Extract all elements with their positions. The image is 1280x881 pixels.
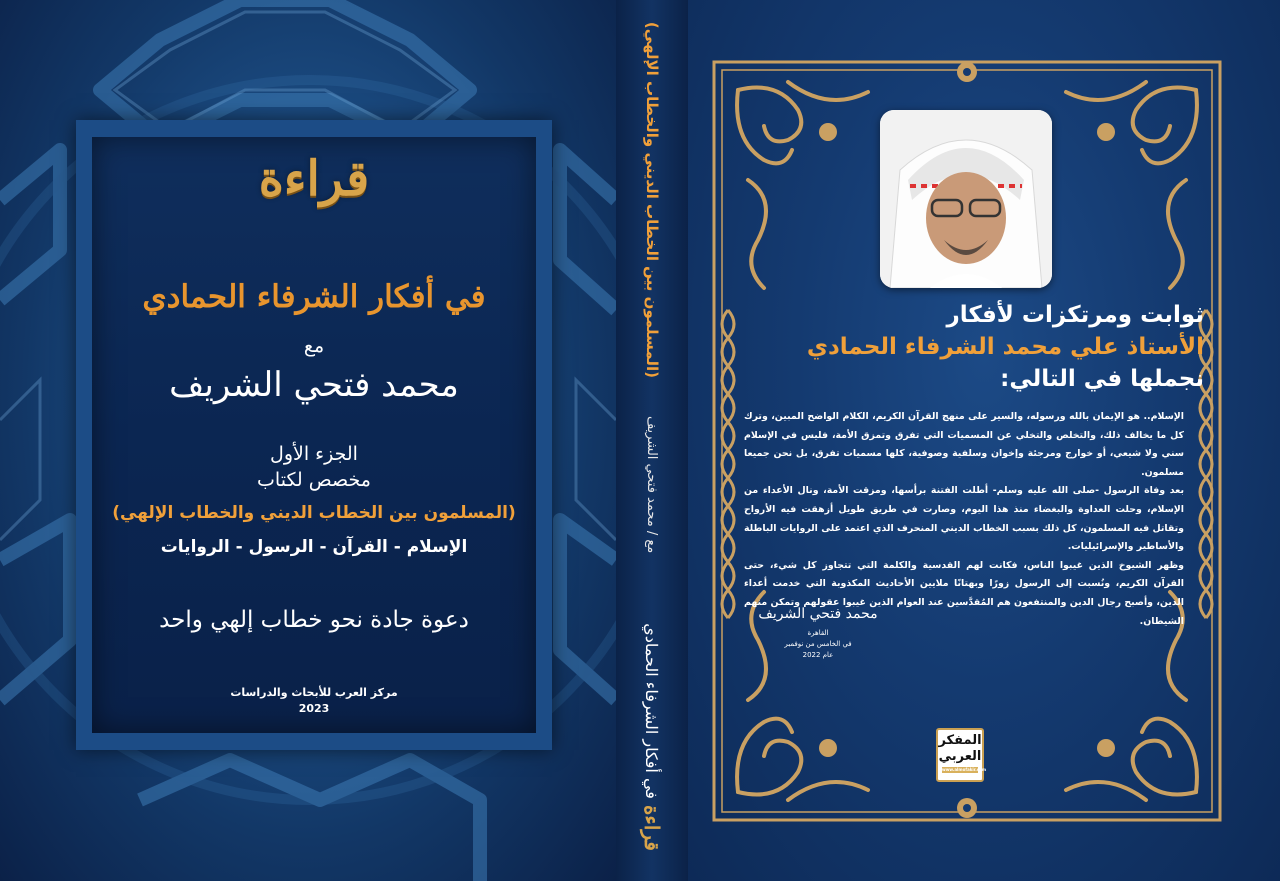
- back-paragraph-2: بعد وفاة الرسول -صلى الله عليه وسلم- أطلت الفتنة برأسها، ومزقت الأمة، ونال الأعداء من الإسلام، وحلت العداوة والبغضاء منذ هذا اليوم، وصارت في طريق طويل أزهقت فيه الأرواح وتقاتل فيه المسلمون، كل ذلك بسبب الخطاب الديني المنحرف الذي اعتمد على الروايات الباطلة والأساطير والإسرائيليات.: [744, 485, 1184, 553]
- back-heading-2: الأستاذ علي محمد الشرفاء الحمادي: [806, 334, 1204, 360]
- part-line-1: الجزء الأول: [270, 443, 358, 465]
- sign-city: القاهرة: [807, 629, 829, 637]
- back-heading: [728, 298, 1204, 396]
- book-title: (المسلمون بين الخطاب الديني والخطاب الإلهي): [112, 503, 516, 523]
- sign-year: عام 2022: [802, 651, 834, 659]
- publisher-block: [92, 685, 536, 717]
- signature-meta: [728, 628, 908, 661]
- back-heading-1: ثوابت ومرتكزات لأفكار: [946, 302, 1204, 328]
- spine-text: [616, 0, 688, 881]
- portrait-image: [880, 110, 1052, 288]
- spine: [616, 0, 688, 881]
- qiraa-logo-word: قراءة: [258, 151, 370, 207]
- back-body-text: [744, 408, 1184, 631]
- signature: محمد فتحي الشريف: [758, 606, 878, 622]
- logo-line-1: المفكر: [938, 733, 982, 748]
- back-paragraph-3: وظهر الشيوخ الذين غيبوا الناس، فكانت لهم القدسية والكلمة التي تتجاوز كل شيء، حتى القرآن الكريم، ونُسبت إلى الرسول زورًا وبهتانًا ملايين الأحاديث المكذوبة التي خدمت أعداء الدين، وأصبح رجال الدين والمنتفعون هم المُقدَّسين عند العوام الذين غيبوا عقولهم وتمكن منهم الشيطان.: [744, 559, 1184, 627]
- spine-title: في أفكار الشرفاء الحمادي: [642, 623, 662, 799]
- call-line: دعوة جادة نحو خطاب إلهي واحد: [159, 607, 469, 633]
- front-cover: [0, 0, 616, 881]
- publisher-name: مركز العرب للأبحاث والدراسات: [230, 686, 398, 699]
- spine-subtitle: (المسلمون بين الخطاب الديني والخطاب الإلهي): [643, 21, 661, 378]
- spine-logo-word: قراءة: [640, 804, 664, 851]
- part-line-2: مخصص لكتاب: [257, 469, 371, 491]
- logo-line-2: العربي: [938, 749, 982, 764]
- part-info: [92, 441, 536, 493]
- front-author: محمد فتحي الشريف: [169, 365, 459, 405]
- sign-date: في الخامس من نوفمبر: [784, 640, 852, 648]
- front-title: في أفكار الشرفاء الحمادي: [142, 279, 486, 315]
- publish-year: 2023: [298, 702, 330, 715]
- portrait-illustration: [880, 110, 1052, 288]
- front-panel: [92, 137, 536, 733]
- back-heading-3: نجملها في التالي:: [1000, 366, 1204, 392]
- back-paragraph-1: الإسلام.. هو الإيمان بالله ورسوله، والسير على منهج القرآن الكريم، الكلام الواضح المبين، وترك كل ما يخالف ذلك، والتخلص والتخلي عن المسميات التي تفرق وتمزق الأمة، فليس في الإسلام سني ولا شيعي، أو خوارج ومرجئة وإخوان وسلفية وصوفية، كلها مسميات تفرق، بل نحن جميعا مسلمون.: [744, 411, 1184, 478]
- signature-block: [728, 606, 908, 661]
- logo-sub: www.almofakir.com: [942, 767, 987, 772]
- keywords: الإسلام - القرآن - الرسول - الروايات: [160, 537, 468, 557]
- back-cover: [688, 0, 1280, 881]
- spine-author: مع / محمد فتحي الشريف: [644, 416, 660, 554]
- publisher-logo-icon: [936, 728, 987, 782]
- with-word: مع: [303, 335, 325, 357]
